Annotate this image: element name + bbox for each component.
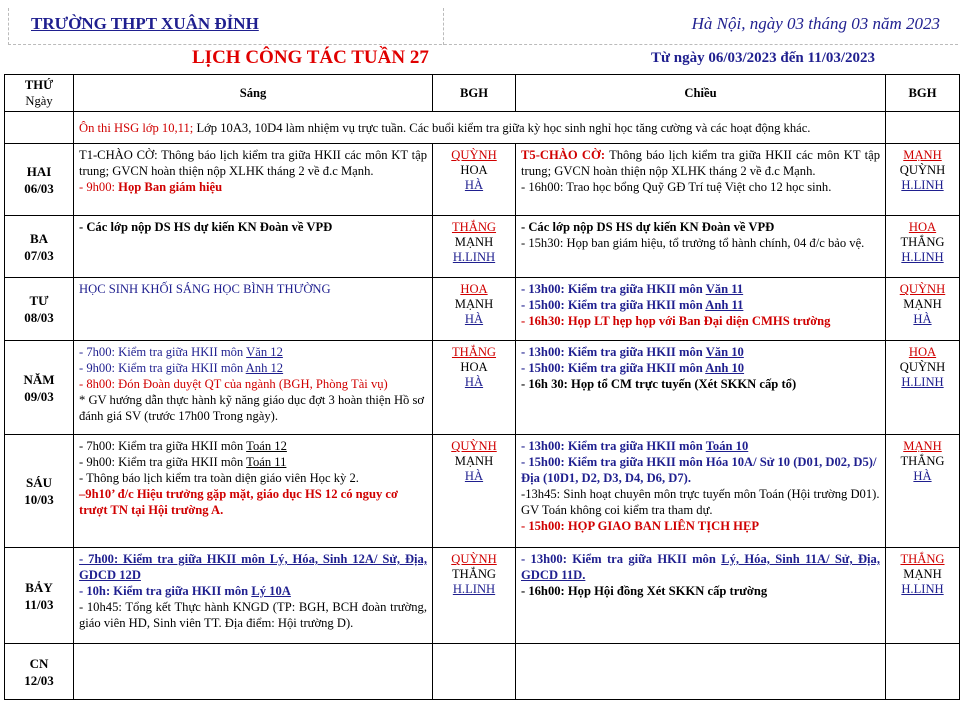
bgh-cell [433,341,516,435]
event-subject: Toán 11 [246,455,287,469]
bgh-cell [886,278,960,341]
duty-name: THẮNG [451,220,497,234]
bgh-cell [433,278,516,341]
event: - 9h00: Kiểm tra giữa HKII môn [79,361,246,375]
duty-name: QUỲNH [899,163,946,177]
day-cell [5,278,74,341]
event: –9h10’ đ/c Hiệu trưởng gặp mặt, giáo dục HS 12 có nguy cơ trượt TN tại Hội trường A. [79,487,398,517]
morning-cell [74,216,433,278]
bgh-cell [886,435,960,548]
event: HỌC SINH KHỐI SÁNG HỌC BÌNH THƯỜNG [79,282,331,296]
duty-name: HOA [460,360,488,374]
morning-cell [74,548,433,644]
duty-name: QUỲNH [451,439,497,453]
general-note-highlight: Ôn thi HSG lớp 10,11; [79,120,194,135]
page-title: LỊCH CÔNG TÁC TUẦN 27 [192,47,429,68]
table-row [5,435,960,548]
table-header-row [5,75,960,112]
afternoon-cell [516,435,886,548]
duty-name: THẮNG [451,567,497,581]
event: Thông báo lịch kiểm tra giữa HKII các môn KT tập trung; GVCN hoàn thiện nộp XLHK tháng 2 về đ.c Mạnh. [521,148,881,178]
general-note-row [5,112,960,144]
col-bgh-afternoon: BGH [886,75,960,112]
bgh-cell [886,644,960,700]
duty-name: MẠNH [903,567,942,581]
duty-name: THẮNG [900,454,945,468]
afternoon-cell [516,644,886,700]
col-day-sublabel: Ngày [25,94,53,108]
duty-name: MẠNH [454,297,494,311]
day-date: 07/03 [24,247,54,263]
event: - 16h30: Họp LT hẹp họp với Ban Đại diện CMHS trường [521,314,831,328]
event: -13h45: Sinh hoạt chuyên môn trực tuyến môn Toán (Hội trường D01). GV Toán không coi kiểm tra tham dự. [521,487,880,517]
event: Họp Ban giám hiệu [115,180,223,194]
event: - Các lớp nộp DS HS dự kiến KN Đoàn về VPĐ [521,220,775,234]
day-date: 08/03 [24,310,54,325]
day-name: BA [29,230,49,246]
event: - 13h00: Kiểm tra giữa HKII môn [521,439,706,453]
duty-name: HOA [908,220,937,234]
bgh-cell [433,144,516,216]
school-name: TRƯỜNG THPT XUÂN ĐỈNH [31,14,259,33]
event: - 15h00: HỌP GIAO BAN LIÊN TỊCH HẸP [521,519,760,533]
afternoon-cell [516,144,886,216]
event: - 10h: Kiểm tra giữa HKII môn [79,584,252,598]
duty-name: QUỲNH [451,148,497,162]
event-subject: Văn 10 [705,345,744,359]
day-cell [5,216,74,278]
bgh-cell [433,644,516,700]
event: - 9h00: Kiểm tra giữa HKII môn [79,455,247,469]
event: * GV hướng dẫn thực hành kỹ năng giáo dục đợt 3 hoàn thiện Hồ sơ đánh giá SV (trước 17h00 Trong ngày). [79,393,425,423]
general-note [74,112,886,144]
duty-name: MẠNH [903,148,942,162]
day-cell [5,644,74,700]
col-day-label: THỨ [24,78,54,92]
day-cell [5,548,74,644]
event: - 15h30: Họp ban giám hiệu, tổ trưởng tổ hành chính, 04 đ/c bảo vệ. [521,236,865,250]
duty-name: H.LINH [452,582,496,596]
event-subject: Anh 12 [245,361,284,375]
duty-name: HÀ [913,469,932,483]
date-range: Từ ngày 06/03/2023 đến 11/03/2023 [651,50,876,66]
divider [443,8,444,45]
divider [8,44,958,45]
event-subject: Văn 12 [246,345,283,359]
divider [8,8,9,45]
event: - 16h00: Trao học bổng Quỹ GĐ Trí tuệ Việt cho 12 học sinh. [521,180,832,194]
event: - 15h00: Kiểm tra giữa HKII môn [521,361,706,375]
duty-name: MẠNH [454,235,494,249]
duty-name: HÀ [464,312,484,326]
duty-name: QUỲNH [899,360,946,374]
event: - 15h00: Kiểm tra giữa HKII môn Hóa 10A/ Sử 10 (D01, D02, D5)/ Địa (10D1, D2, D3, D4, D6, D7). [521,455,877,485]
event: - 15h00: Kiểm tra giữa HKII môn [521,298,706,312]
col-day [5,75,74,112]
morning-cell [74,435,433,548]
duty-name: THẮNG [451,345,497,359]
bgh-cell [886,144,960,216]
bgh-cell [886,341,960,435]
duty-name: HOA [460,163,488,177]
table-row [5,278,960,341]
col-morning: Sáng [74,75,433,112]
bgh-cell [433,548,516,644]
afternoon-cell [516,216,886,278]
event: - Các lớp nộp DS HS dự kiến KN Đoàn về VPĐ [79,220,333,234]
table-row [5,216,960,278]
table-row [5,548,960,644]
col-afternoon: Chiều [516,75,886,112]
day-date: 06/03 [24,180,54,196]
bgh-cell [433,435,516,548]
duty-name: THẮNG [900,235,945,249]
event: T1-CHÀO CỜ: Thông báo lịch kiểm tra giữa HKII các môn KT tập trung; GVCN hoàn thiện nộp XLHK tháng 2 về đ.c Mạnh. [79,148,427,178]
day-cell [5,144,74,216]
duty-name: H.LINH [901,250,944,264]
event: - 16h 30: Họp tổ CM trực tuyến (Xét SKKN cấp tổ) [521,377,797,391]
duty-name: QUỲNH [451,552,497,566]
event: - 10h45: Tổng kết Thực hành KNGD (TP: BGH, BCH đoàn trường, giáo viên HD, Sinh viên TT. Địa điểm: Hội trường D). [79,600,427,630]
event-subject: Lý, Hóa, Sinh 11A/ Sử, Địa, GDCD 11D. [521,552,880,582]
event: - 13h00: Kiểm tra giữa HKII môn [521,345,706,359]
event: - 8h00: Đón Đoàn duyệt QT của ngành (BGH, Phòng Tài vụ) [79,377,388,391]
bgh-cell [433,216,516,278]
document-date: Hà Nội, ngày 03 tháng 03 năm 2023 [691,14,940,33]
event-time: - 9h00: [79,180,116,194]
morning-cell [74,341,433,435]
day-name: BẢY [25,579,53,595]
event-subject: Văn 11 [705,282,744,296]
duty-name: HÀ [913,312,932,326]
duty-name: HÀ [464,178,484,192]
table-row [5,644,960,700]
event: - 7h00: Kiểm tra giữa HKII môn [79,439,247,453]
event-subject: Anh 11 [705,298,744,312]
afternoon-cell [516,278,886,341]
day-name: CN [29,655,49,671]
general-note-text: Lớp 10A3, 10D4 làm nhiệm vụ trực tuần. Các buổi kiểm tra giữa kỳ học sinh nghỉ học tăng cường và các hoạt động khác. [193,120,811,135]
event-subject: Toán 12 [246,439,287,453]
duty-name: MẠNH [903,297,942,311]
day-name: TƯ [29,293,49,308]
duty-name: HÀ [464,469,484,483]
table-row [5,341,960,435]
table-row [5,144,960,216]
day-date: 11/03 [24,596,54,612]
duty-name: HOA [908,345,937,359]
day-date: 12/03 [24,672,54,688]
day-cell [5,341,74,435]
duty-name: H.LINH [901,582,944,596]
duty-name: HÀ [464,375,484,389]
duty-name: QUỲNH [899,282,946,296]
morning-cell [74,278,433,341]
event-subject: Anh 10 [705,361,745,375]
duty-name: MẠNH [454,454,494,468]
morning-cell [74,144,433,216]
event: - 13h00: Kiểm tra giữa HKII môn [521,282,706,296]
afternoon-cell [516,548,886,644]
day-date: 10/03 [24,492,54,507]
bgh-cell [886,548,960,644]
day-date: 09/03 [24,388,54,404]
day-name: NĂM [23,371,55,387]
duty-name: H.LINH [901,375,944,389]
duty-name: THẮNG [900,552,945,566]
event: - Thông báo lịch kiểm tra toàn diện giáo viên Học kỳ 2. [79,471,359,485]
duty-name: H.LINH [452,250,496,264]
event-subject: Toán 10 [705,439,749,453]
event: - 16h00: Họp Hội đồng Xét SKKN cấp trường [521,584,768,598]
event: - 7h00: Kiểm tra giữa HKII môn Lý, Hóa, Sinh 12A/ Sử, Địa, GDCD 12D [79,552,427,582]
event-subject: Lý 10A [251,584,291,598]
schedule-table [4,74,960,700]
duty-name: H.LINH [901,178,944,192]
day-name: HAI [26,163,52,179]
morning-cell [74,644,433,700]
event-title: T5-CHÀO CỜ: [521,148,606,162]
bgh-cell [886,216,960,278]
duty-name: MẠNH [903,439,942,453]
event: - 7h00: Kiểm tra giữa HKII môn [79,345,247,359]
day-name: SÁU [25,475,52,490]
afternoon-cell [516,341,886,435]
day-cell [5,435,74,548]
duty-name: HOA [460,282,488,296]
col-bgh-morning: BGH [433,75,516,112]
event: - 13h00: Kiểm tra giữa HKII môn [521,552,722,566]
